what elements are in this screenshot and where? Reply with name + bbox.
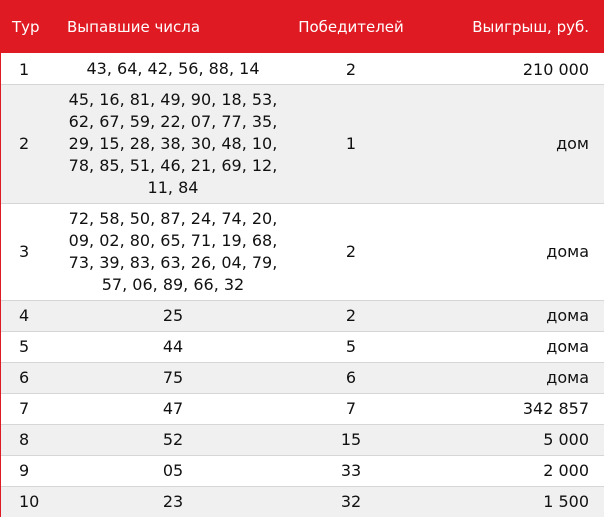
header-prize: Выигрыш, руб. xyxy=(472,17,589,36)
table-row xyxy=(1,331,604,362)
cell-prize: дома xyxy=(411,203,604,300)
cell-winners: 5 xyxy=(291,331,411,362)
cell-tour: 1 xyxy=(1,54,55,84)
cell-tour: 6 xyxy=(1,362,55,393)
cell-winners: 7 xyxy=(291,393,411,424)
cell-tour: 5 xyxy=(1,331,55,362)
cell-winners: 1 xyxy=(291,84,411,203)
cell-tour: 7 xyxy=(1,393,55,424)
cell-winners: 15 xyxy=(291,424,411,455)
table-row xyxy=(1,362,604,393)
cell-prize: дома xyxy=(411,300,604,331)
table-row xyxy=(1,455,604,486)
header-row xyxy=(1,0,604,54)
cell-winners: 33 xyxy=(291,455,411,486)
header-tour: Тур xyxy=(12,17,40,36)
table-row xyxy=(1,486,604,517)
table-row xyxy=(1,300,604,331)
cell-tour: 8 xyxy=(1,424,55,455)
cell-prize: 2 000 xyxy=(411,455,604,486)
cell-prize: дома xyxy=(411,362,604,393)
cell-numbers: 05 xyxy=(55,455,291,486)
table-row xyxy=(1,203,604,300)
cell-numbers: 75 xyxy=(55,362,291,393)
cell-tour: 2 xyxy=(1,84,55,203)
table-row xyxy=(1,393,604,424)
cell-prize: 5 000 xyxy=(411,424,604,455)
cell-prize: 342 857 xyxy=(411,393,604,424)
table-row xyxy=(1,84,604,203)
cell-winners: 32 xyxy=(291,486,411,517)
cell-winners: 6 xyxy=(291,362,411,393)
cell-tour: 10 xyxy=(1,486,55,517)
cell-numbers: 52 xyxy=(55,424,291,455)
cell-numbers: 23 xyxy=(55,486,291,517)
cell-numbers: 25 xyxy=(55,300,291,331)
cell-prize: дома xyxy=(411,331,604,362)
cell-numbers: 43, 64, 42, 56, 88, 14 xyxy=(55,54,291,84)
table-header xyxy=(1,0,604,54)
cell-tour: 9 xyxy=(1,455,55,486)
cell-tour: 3 xyxy=(1,203,55,300)
cell-numbers: 45, 16, 81, 49, 90, 18, 53, 62, 67, 59, 22, 07, 77, 35, 29, 15, 28, 38, 30, 48, 10, 78, 85, 51, 46, 21, 69, 12, 11, 84 xyxy=(55,84,291,203)
table-row xyxy=(1,54,604,84)
cell-numbers: 72, 58, 50, 87, 24, 74, 20, 09, 02, 80, 65, 71, 19, 68, 73, 39, 83, 63, 26, 04, 79, 57, 06, 89, 66, 32 xyxy=(55,203,291,300)
cell-prize: дом xyxy=(411,84,604,203)
cell-prize: 1 500 xyxy=(411,486,604,517)
cell-numbers: 47 xyxy=(55,393,291,424)
cell-prize: 210 000 xyxy=(411,54,604,84)
table-body xyxy=(1,54,604,517)
cell-numbers: 44 xyxy=(55,331,291,362)
header-numbers: Выпавшие числа xyxy=(67,17,201,36)
header-winners: Победителей xyxy=(298,17,404,36)
cell-winners: 2 xyxy=(291,203,411,300)
cell-winners: 2 xyxy=(291,54,411,84)
cell-tour: 4 xyxy=(1,300,55,331)
cell-winners: 2 xyxy=(291,300,411,331)
lottery-results-table xyxy=(1,0,604,517)
table-row xyxy=(1,424,604,455)
